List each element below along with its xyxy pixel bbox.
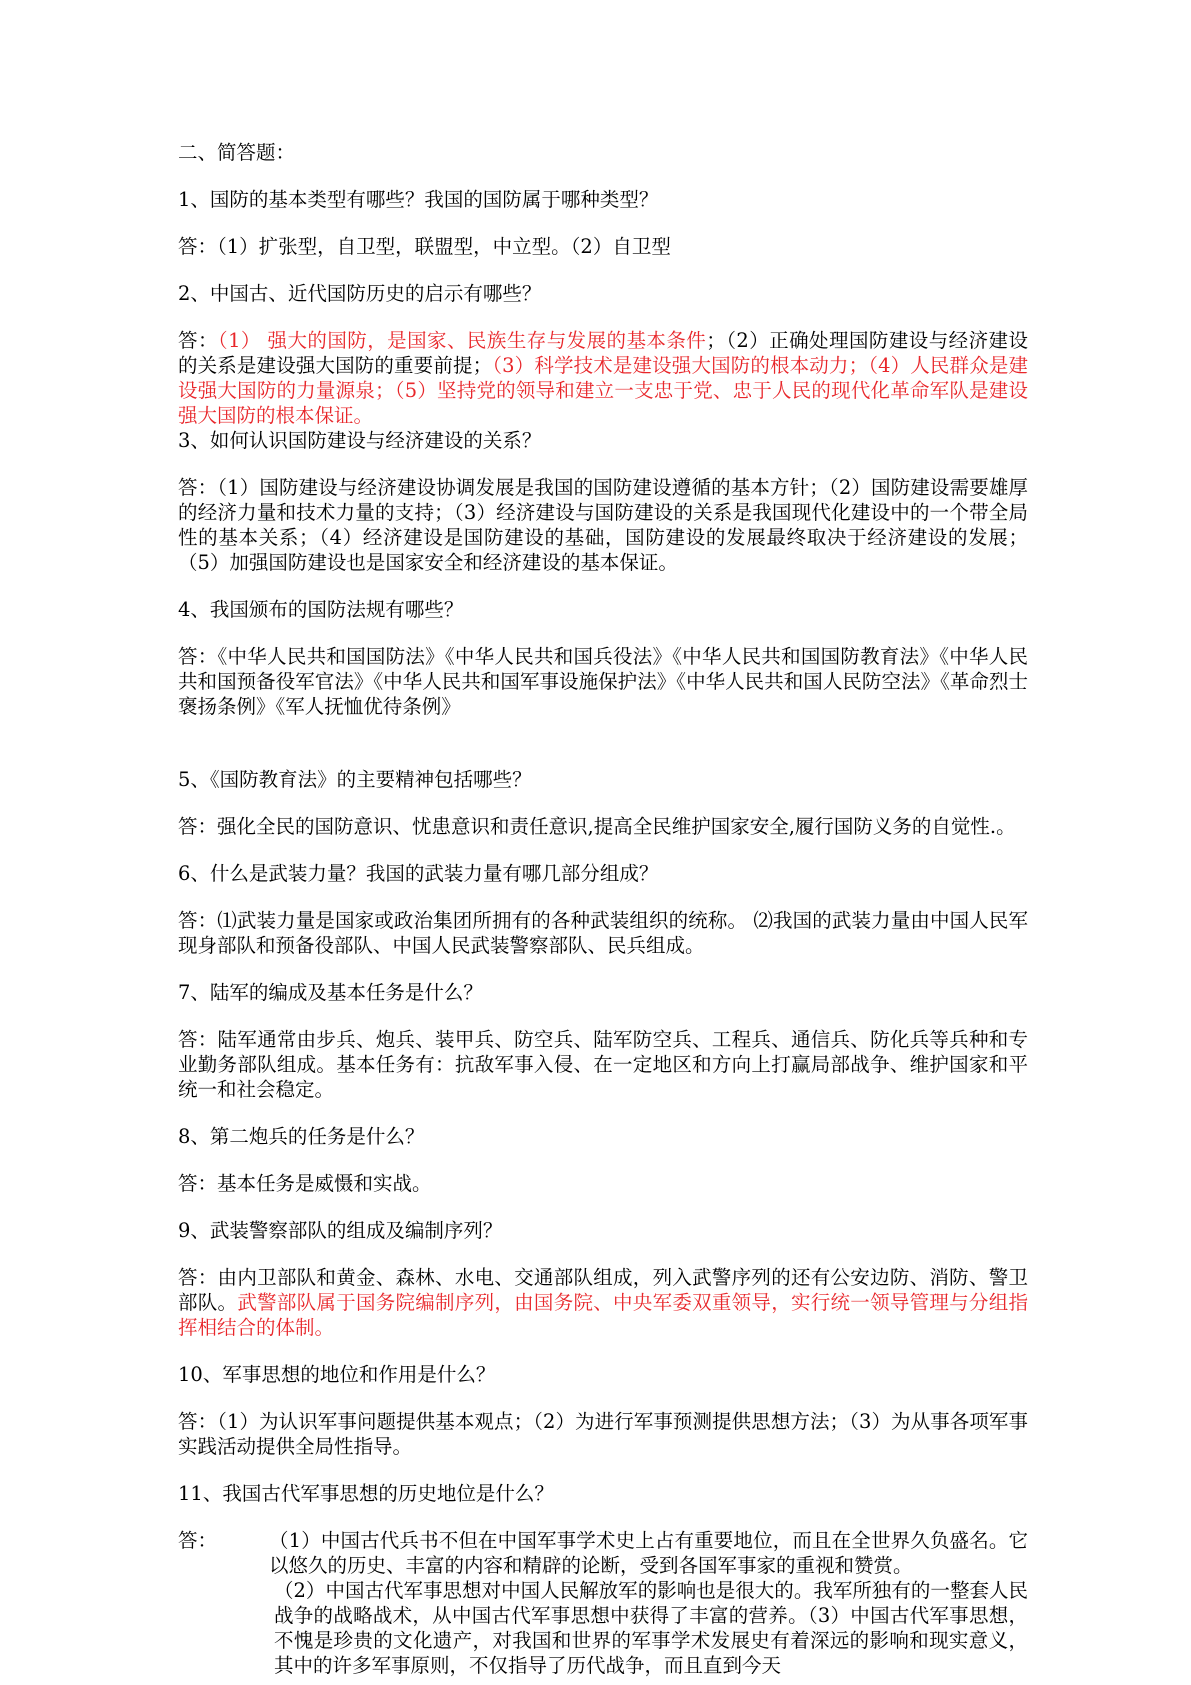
- question-10: 10、军事思想的地位和作用是什么？: [178, 1363, 496, 1386]
- answer-2-part-1: 答：: [178, 329, 218, 352]
- question-2: 2、中国古、近代国防历史的启示有哪些？: [178, 282, 542, 305]
- section-title: 二、简答题：: [178, 141, 296, 164]
- answer-10-text: 答：（1）为认识军事问题提供基本观点；（2）为进行军事预测提供思想方法；（3）为从事各项军事实践活动提供全局性指导。: [178, 1410, 1028, 1458]
- answer-5: [178, 814, 1028, 839]
- answer-9-part-1: 答：由内卫部队和黄金、森林、水电、交通部队组成，列入武警序列的还有公安边防、消防、警卫部队。: [178, 1266, 1028, 1314]
- answer-3: [178, 475, 1028, 575]
- answer-11-body: [269, 1528, 1028, 1678]
- answer-11-para-2: （2）中国古代军事思想对中国人民解放军的影响也是很大的。我军所独有的一整套人民战争的战略战术，从中国古代军事思想中获得了丰富的营养。（3）中国古代军事思想，不愧是珍贵的文化遗产，对我国和世界的军事学术发展史有着深远的影响和现实意义，其中的许多军事原则，不仅指导了历代战争，而且直到今天: [274, 1579, 1028, 1677]
- answer-11-prefix: 答：: [178, 1529, 218, 1552]
- document-page: [178, 140, 1028, 1678]
- question-3: 3、如何认识国防建设与经济建设的关系？: [178, 429, 542, 452]
- answer-2-part-3: ；（2）正确处理国防建设与经济建设的关系是建设强大国防的重要前提；: [178, 329, 1028, 377]
- answer-8: [178, 1171, 1028, 1196]
- answer-4-text: 答：《中华人民共和国国防法》《中华人民共和国兵役法》《中华人民共和国国防教育法》《中华人民共和国预备役军官法》《中华人民共和国军事设施保护法》《中华人民共和国人民防空法》《革命烈士褒扬条例》《军人抚恤优待条例》: [178, 645, 1028, 718]
- answer-2: [178, 328, 1028, 428]
- answer-10: [178, 1409, 1028, 1459]
- answer-9-part-2: 武警部队属于国务院编制序列，由国务院、中央军委双重领导，实行统一领导管理与分组指挥相结合的体制。: [178, 1291, 1028, 1339]
- answer-5-text: 答：强化全民的国防意识、忧患意识和责任意识,提高全民维护国家安全,履行国防义务的自觉性.。: [178, 815, 1016, 838]
- answer-8-text: 答：基本任务是威慑和实战。: [178, 1172, 432, 1195]
- answer-3-text: 答：（1）国防建设与经济建设协调发展是我国的国防建设遵循的基本方针；（2）国防建设需要雄厚的经济力量和技术力量的支持；（3）经济建设与国防建设的关系是我国现代化建设中的一个带全局性的基本关系；（4）经济建设是国防建设的基础，国防建设的发展最终取决于经济建设的发展；（5）加强国防建设也是国家安全和经济建设的基本保证。: [178, 476, 1028, 574]
- question-5: 5、《国防教育法》的主要精神包括哪些？: [178, 768, 532, 791]
- answer-2-part-4: （3）科学技术是建设强大国防的根本动力；（4）人民群众是建设强大国防的力量源泉；（5）坚持党的领导和建立一支忠于党、忠于人民的现代化革命军队是建设强大国防的根本保证。: [178, 354, 1028, 427]
- answer-6: [178, 908, 1028, 958]
- question-8: 8、第二炮兵的任务是什么？: [178, 1125, 425, 1148]
- answer-6-text: 答：⑴武装力量是国家或政治集团所拥有的各种武装组织的统称。 ⑵我国的武装力量由中国人民军现身部队和预备役部队、中国人民武装警察部队、民兵组成。: [178, 909, 1028, 957]
- answer-1: [178, 234, 1028, 259]
- question-1: 1、国防的基本类型有哪些？我国的国防属于哪种类型？: [178, 188, 659, 211]
- answer-7: [178, 1027, 1028, 1102]
- question-6: 6、什么是武装力量？我国的武装力量有哪几部分组成？: [178, 862, 659, 885]
- answer-9: [178, 1265, 1028, 1340]
- answer-7-text: 答：陆军通常由步兵、炮兵、装甲兵、防空兵、陆军防空兵、工程兵、通信兵、防化兵等兵种和专业勤务部队组成。基本任务有：抗敌军事入侵、在一定地区和方向上打赢局部战争、维护国家和平统一和社会稳定。: [178, 1028, 1028, 1101]
- question-4: 4、我国颁布的国防法规有哪些？: [178, 598, 464, 621]
- question-11: 11、我国古代军事思想的历史地位是什么？: [178, 1482, 554, 1505]
- answer-1-text: 答：（1）扩张型，自卫型，联盟型，中立型。（2）自卫型: [178, 235, 671, 258]
- answer-4: [178, 644, 1028, 719]
- answer-11: [178, 1528, 1028, 1678]
- question-7: 7、陆军的编成及基本任务是什么？: [178, 981, 483, 1004]
- answer-2-part-2: （1） 强大的国防，是国家、民族生存与发展的基本条件: [217, 329, 707, 352]
- question-9: 9、武装警察部队的组成及编制序列？: [178, 1219, 503, 1242]
- answer-11-para-1: （1）中国古代兵书不但在中国军事学术史上占有重要地位，而且在全世界久负盛名。它以悠久的历史、丰富的内容和精辟的论断，受到各国军事家的重视和赞赏。: [269, 1529, 1028, 1577]
